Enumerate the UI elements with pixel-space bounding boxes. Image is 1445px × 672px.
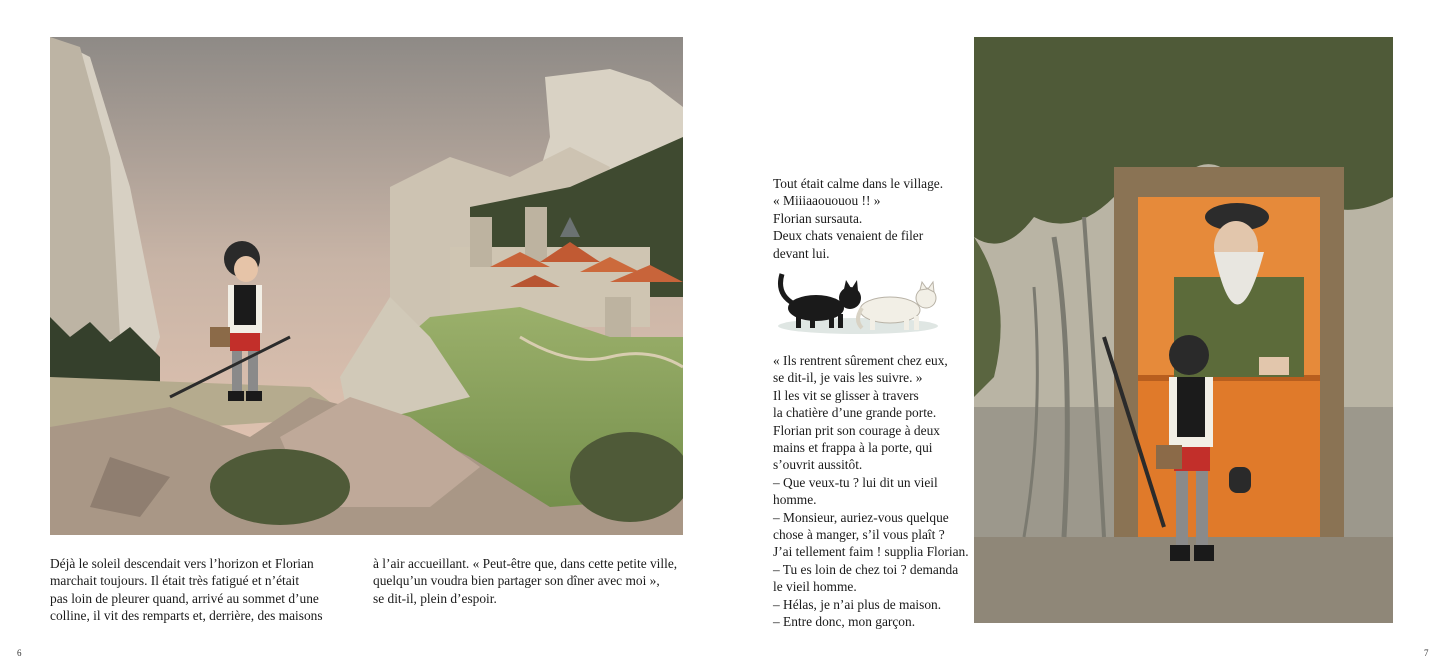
text-line: – Entre donc, mon garçon. (773, 614, 916, 630)
text-line: Deux chats venaient de filer (773, 228, 924, 244)
left-page (0, 0, 722, 672)
two-cats-drawing (774, 264, 942, 340)
landscape-illustration (50, 37, 683, 535)
text-line: – Tu es loin de chez toi ? demanda (773, 561, 959, 577)
text-line: se dit-il, plein d’espoir. (373, 590, 497, 606)
text-line: s’ouvrit aussitôt. (773, 457, 863, 473)
right-page (722, 0, 1445, 672)
text-line: mains et frappa à la porte, qui (773, 440, 933, 456)
text-line: colline, il vit des remparts et, derrière, des maisons (50, 608, 323, 624)
text-line: « Miiiaaououou !! » (773, 193, 881, 209)
text-line: chose à manger, s’il vous plaît ? (773, 527, 945, 543)
text-line: à l’air accueillant. « Peut-être que, dans cette petite ville, (373, 556, 678, 571)
text-line: la chatière d’une grande porte. (773, 405, 937, 421)
text-line: Il les vit se glisser à travers (773, 387, 919, 403)
right-text-bottom (773, 352, 973, 631)
left-text-column-2 (373, 555, 678, 607)
text-line: devant lui. (773, 245, 830, 261)
text-line: Déjà le soleil descendait vers l’horizon et Florian (50, 556, 314, 571)
page-number-left: 6 (17, 648, 22, 658)
left-text-column-1 (50, 555, 330, 625)
text-line: quelqu’un voudra bien partager son dîner avec moi », (373, 573, 660, 589)
text-line: « Ils rentrent sûrement chez eux, (773, 353, 948, 368)
text-line: J’ai tellement faim ! supplia Florian. (773, 544, 969, 560)
text-line: – Hélas, je n’ai plus de maison. (773, 596, 942, 612)
cats-illustration (774, 264, 942, 340)
illustration-old-man-at-door (974, 37, 1393, 623)
text-line: pas loin de pleurer quand, arrivé au sommet d’une (50, 590, 319, 606)
text-line: marchait toujours. Il était très fatigué et n’était (50, 573, 300, 589)
illustration-boy-overlooking-town (50, 37, 683, 535)
text-line: Florian prit son courage à deux (773, 422, 940, 438)
page-number-right: 7 (1424, 648, 1429, 658)
text-line: – Que veux-tu ? lui dit un vieil (773, 474, 938, 490)
text-line: se dit-il, je vais les suivre. » (773, 370, 923, 386)
text-line: le vieil homme. (773, 579, 857, 595)
right-text-top (773, 175, 963, 262)
text-line: Tout était calme dans le village. (773, 176, 944, 191)
text-line: – Monsieur, auriez-vous quelque (773, 509, 949, 525)
door-illustration (974, 37, 1393, 623)
text-line: homme. (773, 492, 817, 508)
text-line: Florian sursauta. (773, 210, 863, 226)
